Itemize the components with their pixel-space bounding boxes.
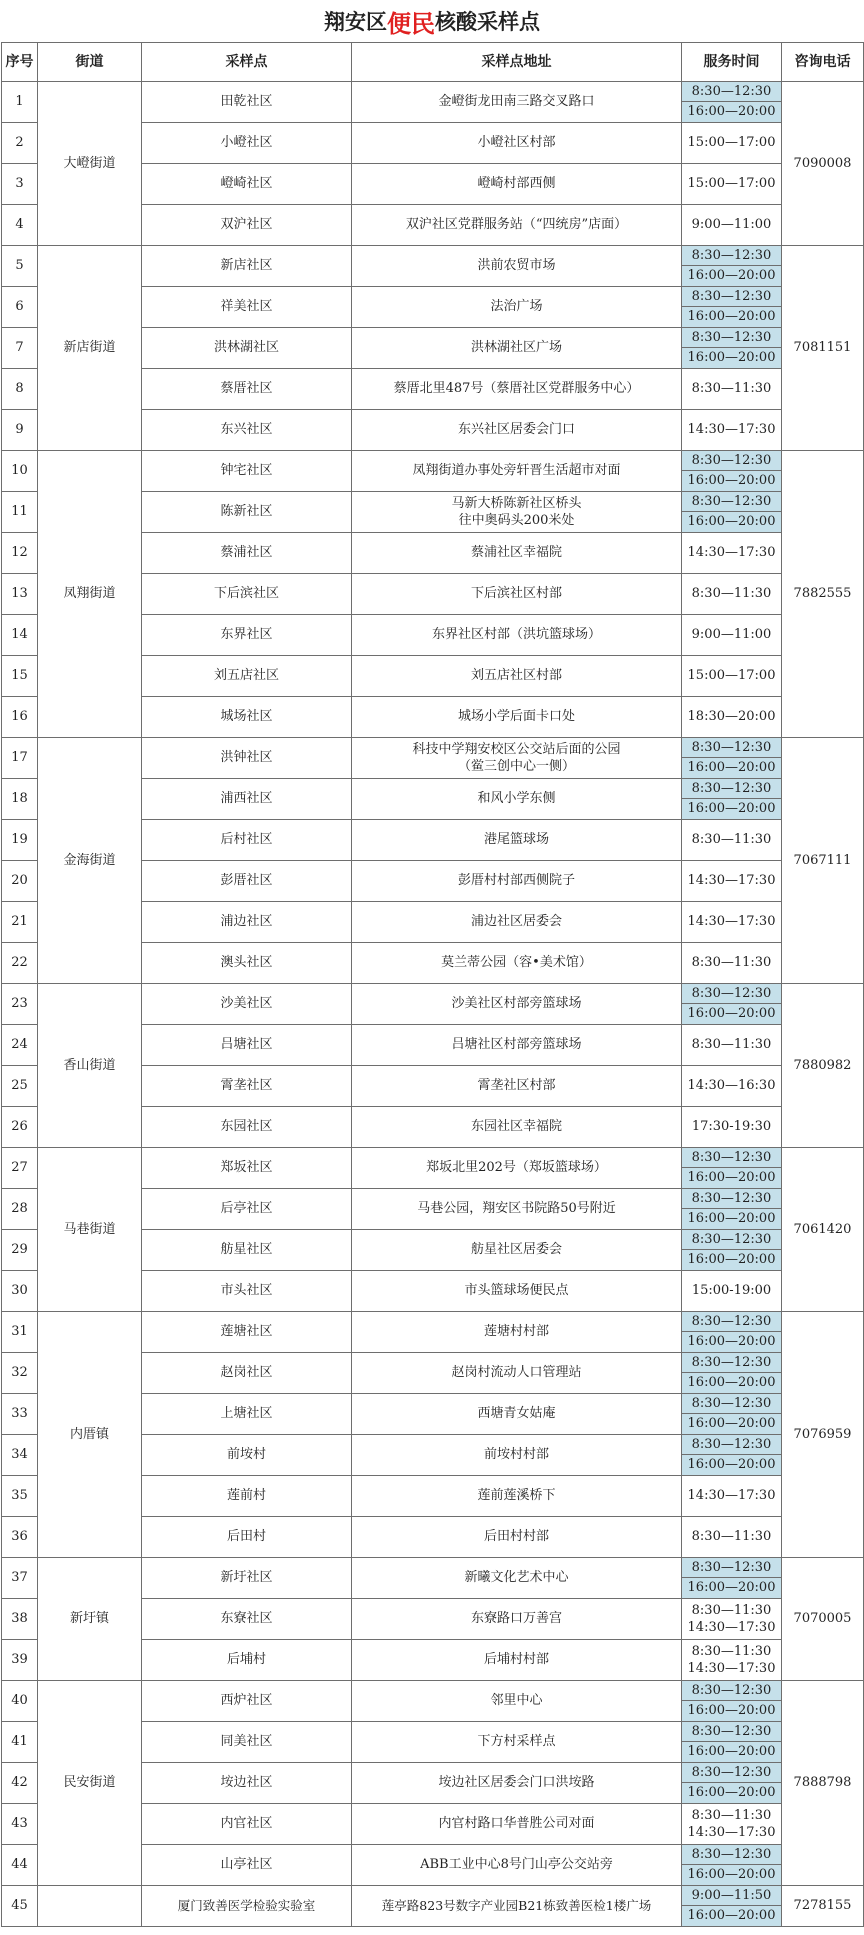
header-time: 服务时间 xyxy=(682,43,782,82)
row-number: 40 xyxy=(2,1681,38,1722)
site-name: 蔡浦社区 xyxy=(142,533,352,574)
service-time: 8:30—11:30 xyxy=(682,943,782,984)
service-time-line: 16:00—20:00 xyxy=(687,309,776,324)
service-time-line: 8:30—12:30 xyxy=(682,1189,781,1209)
service-time-line: 16:00—20:00 xyxy=(687,1334,776,1349)
service-time: 9:00—11:00 xyxy=(682,205,782,246)
title-suffix: 核酸采样点 xyxy=(435,9,540,34)
service-time-line: 8:30—12:30 xyxy=(682,492,781,512)
service-time-line: 16:00—20:00 xyxy=(687,801,776,816)
service-time xyxy=(682,1845,782,1886)
street-name xyxy=(38,1886,142,1927)
service-time-line: 16:00—20:00 xyxy=(687,1744,776,1759)
row-number: 25 xyxy=(2,1066,38,1107)
row-number: 28 xyxy=(2,1189,38,1230)
service-time xyxy=(682,1681,782,1722)
table-row xyxy=(2,738,864,779)
header-address: 采样点地址 xyxy=(352,43,682,82)
street-name: 金海街道 xyxy=(38,738,142,984)
service-time-line: 8:30—12:30 xyxy=(682,1230,781,1250)
site-name: 陈新社区 xyxy=(142,492,352,533)
site-address: 下后滨社区村部 xyxy=(352,574,682,615)
row-number: 41 xyxy=(2,1722,38,1763)
site-address: 新曦文化艺术中心 xyxy=(352,1558,682,1599)
service-time xyxy=(682,1230,782,1271)
service-time xyxy=(682,1804,782,1845)
service-time-line: 14:30—17:30 xyxy=(687,1661,776,1676)
site-name: 下后滨社区 xyxy=(142,574,352,615)
table-row xyxy=(2,1681,864,1722)
service-time-line: 8:30—12:30 xyxy=(682,1148,781,1168)
consult-phone: 7076959 xyxy=(782,1312,864,1558)
service-time-line: 8:30—11:30 xyxy=(691,1644,772,1659)
site-name: 舫星社区 xyxy=(142,1230,352,1271)
service-time: 14:30—17:30 xyxy=(682,410,782,451)
site-address: 垵边社区居委会门口洪垵路 xyxy=(352,1763,682,1804)
row-number: 43 xyxy=(2,1804,38,1845)
table-row xyxy=(2,246,864,287)
site-address: 嶝崎村部西侧 xyxy=(352,164,682,205)
row-number: 32 xyxy=(2,1353,38,1394)
service-time-line: 8:30—12:30 xyxy=(682,1394,781,1414)
service-time-line: 14:30—17:30 xyxy=(687,1825,776,1840)
service-time: 17:30-19:30 xyxy=(682,1107,782,1148)
site-name: 城场社区 xyxy=(142,697,352,738)
service-time-line: 8:30—12:30 xyxy=(682,451,781,471)
service-time-line: 16:00—20:00 xyxy=(687,1703,776,1718)
site-name: 嶝崎社区 xyxy=(142,164,352,205)
service-time-line: 16:00—20:00 xyxy=(687,1006,776,1021)
site-address: 蔡浦社区幸福院 xyxy=(352,533,682,574)
street-name: 民安街道 xyxy=(38,1681,142,1886)
service-time-line: 8:30—12:30 xyxy=(682,1312,781,1332)
site-name: 东界社区 xyxy=(142,615,352,656)
row-number: 18 xyxy=(2,779,38,820)
service-time-line: 8:30—12:30 xyxy=(682,1681,781,1701)
row-number: 6 xyxy=(2,287,38,328)
site-name: 田乾社区 xyxy=(142,82,352,123)
table-row xyxy=(2,451,864,492)
site-name: 新店社区 xyxy=(142,246,352,287)
table-header-row xyxy=(2,43,864,82)
site-address: 下方村采样点 xyxy=(352,1722,682,1763)
table-row xyxy=(2,1886,864,1927)
service-time: 15:00—17:00 xyxy=(682,123,782,164)
site-name: 沙美社区 xyxy=(142,984,352,1025)
site-address: 蔡厝北里487号（蔡厝社区党群服务中心） xyxy=(352,369,682,410)
consult-phone: 7888798 xyxy=(782,1681,864,1886)
site-address: 后埔村村部 xyxy=(352,1640,682,1681)
consult-phone: 7061420 xyxy=(782,1148,864,1312)
service-time: 14:30—17:30 xyxy=(682,902,782,943)
site-address: 莲前莲溪桥下 xyxy=(352,1476,682,1517)
title-prefix: 翔安区 xyxy=(324,9,387,34)
row-number: 19 xyxy=(2,820,38,861)
site-address: 莲塘村村部 xyxy=(352,1312,682,1353)
service-time: 8:30—11:30 xyxy=(682,1517,782,1558)
consult-phone: 7090008 xyxy=(782,82,864,246)
site-name: 市头社区 xyxy=(142,1271,352,1312)
site-address: 后田村村部 xyxy=(352,1517,682,1558)
site-address-line: 往中奥码头200米处 xyxy=(458,513,575,528)
service-time: 14:30—17:30 xyxy=(682,533,782,574)
row-number: 42 xyxy=(2,1763,38,1804)
row-number: 44 xyxy=(2,1845,38,1886)
service-time-line: 16:00—20:00 xyxy=(687,268,776,283)
table-row xyxy=(2,1148,864,1189)
service-time-line: 16:00—20:00 xyxy=(687,1252,776,1267)
service-time: 18:30—20:00 xyxy=(682,697,782,738)
site-address: 和风小学东侧 xyxy=(352,779,682,820)
site-address: 莫兰蒂公园（容•美术馆） xyxy=(352,943,682,984)
row-number: 34 xyxy=(2,1435,38,1476)
site-name: 吕塘社区 xyxy=(142,1025,352,1066)
service-time-line: 8:30—12:30 xyxy=(682,246,781,266)
service-time xyxy=(682,492,782,533)
service-time xyxy=(682,287,782,328)
site-address: 沙美社区村部旁篮球场 xyxy=(352,984,682,1025)
site-name: 洪林湖社区 xyxy=(142,328,352,369)
site-name: 浦西社区 xyxy=(142,779,352,820)
site-address: 郑坂北里202号（郑坂篮球场） xyxy=(352,1148,682,1189)
table-row xyxy=(2,984,864,1025)
site-address: 洪林湖社区广场 xyxy=(352,328,682,369)
service-time xyxy=(682,246,782,287)
site-name: 山亭社区 xyxy=(142,1845,352,1886)
site-address: 浦边社区居委会 xyxy=(352,902,682,943)
service-time: 8:30—11:30 xyxy=(682,574,782,615)
service-time xyxy=(682,1148,782,1189)
service-time-line: 8:30—12:30 xyxy=(682,1722,781,1742)
page-title xyxy=(0,0,864,42)
service-time-line: 16:00—20:00 xyxy=(687,1457,776,1472)
site-name: 东园社区 xyxy=(142,1107,352,1148)
row-number: 15 xyxy=(2,656,38,697)
site-address: 莲亭路823号数字产业园B21栋致善医检1楼广场 xyxy=(352,1886,682,1927)
header-street: 街道 xyxy=(38,43,142,82)
site-name: 刘五店社区 xyxy=(142,656,352,697)
site-name: 东兴社区 xyxy=(142,410,352,451)
site-address: 刘五店社区村部 xyxy=(352,656,682,697)
service-time-line: 16:00—20:00 xyxy=(687,1170,776,1185)
service-time: 15:00—17:00 xyxy=(682,656,782,697)
service-time xyxy=(682,984,782,1025)
site-address: 内官村路口华普胜公司对面 xyxy=(352,1804,682,1845)
row-number: 4 xyxy=(2,205,38,246)
site-address: 东园社区幸福院 xyxy=(352,1107,682,1148)
row-number: 12 xyxy=(2,533,38,574)
site-address: 城场小学后面卡口处 xyxy=(352,697,682,738)
header-no: 序号 xyxy=(2,43,38,82)
row-number: 23 xyxy=(2,984,38,1025)
service-time-line: 16:00—20:00 xyxy=(687,1416,776,1431)
street-name: 大嶝街道 xyxy=(38,82,142,246)
site-address: 东寮路口万善宫 xyxy=(352,1599,682,1640)
site-name: 上塘社区 xyxy=(142,1394,352,1435)
row-number: 13 xyxy=(2,574,38,615)
service-time: 14:30—16:30 xyxy=(682,1066,782,1107)
site-name: 赵岗社区 xyxy=(142,1353,352,1394)
site-name: 霄垄社区 xyxy=(142,1066,352,1107)
site-address: 东界社区村部（洪坑篮球场） xyxy=(352,615,682,656)
service-time xyxy=(682,779,782,820)
service-time-line: 8:30—12:30 xyxy=(682,738,781,758)
table-body xyxy=(2,82,864,1927)
site-name: 洪钟社区 xyxy=(142,738,352,779)
row-number: 1 xyxy=(2,82,38,123)
site-address: 马巷公园，翔安区书院路50号附近 xyxy=(352,1189,682,1230)
service-time xyxy=(682,1886,782,1927)
title-highlight: 便民 xyxy=(387,8,435,38)
service-time-line: 8:30—12:30 xyxy=(682,1558,781,1578)
site-name: 后埔村 xyxy=(142,1640,352,1681)
service-time xyxy=(682,1722,782,1763)
site-name: 前垵村 xyxy=(142,1435,352,1476)
row-number: 5 xyxy=(2,246,38,287)
row-number: 21 xyxy=(2,902,38,943)
site-address: 吕塘社区村部旁篮球场 xyxy=(352,1025,682,1066)
row-number: 11 xyxy=(2,492,38,533)
row-number: 31 xyxy=(2,1312,38,1353)
service-time-line: 14:30—17:30 xyxy=(687,1620,776,1635)
site-address: 凤翔街道办事处旁轩晋生活超市对面 xyxy=(352,451,682,492)
service-time: 8:30—11:30 xyxy=(682,369,782,410)
service-time xyxy=(682,738,782,779)
row-number: 20 xyxy=(2,861,38,902)
site-address-line: 科技中学翔安校区公交站后面的公园 xyxy=(412,742,621,757)
row-number: 33 xyxy=(2,1394,38,1435)
service-time xyxy=(682,1640,782,1681)
site-name: 钟宅社区 xyxy=(142,451,352,492)
consult-phone: 7070005 xyxy=(782,1558,864,1681)
service-time xyxy=(682,451,782,492)
row-number: 14 xyxy=(2,615,38,656)
service-time xyxy=(682,82,782,123)
site-address: 市头篮球场便民点 xyxy=(352,1271,682,1312)
service-time-line: 8:30—12:30 xyxy=(682,984,781,1004)
site-name: 双沪社区 xyxy=(142,205,352,246)
site-name: 新圩社区 xyxy=(142,1558,352,1599)
site-name: 垵边社区 xyxy=(142,1763,352,1804)
site-address: ABB工业中心8号门山亭公交站旁 xyxy=(352,1845,682,1886)
site-address: 彭厝村村部西侧院子 xyxy=(352,861,682,902)
service-time xyxy=(682,1189,782,1230)
service-time xyxy=(682,1558,782,1599)
consult-phone: 7880982 xyxy=(782,984,864,1148)
site-name: 祥美社区 xyxy=(142,287,352,328)
service-time-line: 16:00—20:00 xyxy=(687,760,776,775)
site-address-line: 马新大桥陈新社区桥头 xyxy=(451,496,582,511)
row-number: 10 xyxy=(2,451,38,492)
service-time xyxy=(682,1353,782,1394)
site-name: 莲前村 xyxy=(142,1476,352,1517)
site-address: 洪前农贸市场 xyxy=(352,246,682,287)
service-time: 9:00—11:00 xyxy=(682,615,782,656)
site-address: 小嶝社区村部 xyxy=(352,123,682,164)
row-number: 22 xyxy=(2,943,38,984)
service-time: 15:00—17:00 xyxy=(682,164,782,205)
service-time-line: 8:30—11:30 xyxy=(691,1603,772,1618)
street-name: 凤翔街道 xyxy=(38,451,142,738)
service-time-line: 8:30—12:30 xyxy=(682,1763,781,1783)
site-address: 西塘青女姑庵 xyxy=(352,1394,682,1435)
site-address-line: （鲎三创中心一侧） xyxy=(457,759,575,774)
service-time-line: 8:30—12:30 xyxy=(682,287,781,307)
service-time-line: 8:30—12:30 xyxy=(682,779,781,799)
site-address: 双沪社区党群服务站（“四统房”店面） xyxy=(352,205,682,246)
row-number: 39 xyxy=(2,1640,38,1681)
site-address: 金嶝街龙田南三路交叉路口 xyxy=(352,82,682,123)
site-name: 蔡厝社区 xyxy=(142,369,352,410)
sampling-table xyxy=(1,42,864,1927)
street-name: 新圩镇 xyxy=(38,1558,142,1681)
site-address: 东兴社区居委会门口 xyxy=(352,410,682,451)
consult-phone: 7081151 xyxy=(782,246,864,451)
row-number: 37 xyxy=(2,1558,38,1599)
service-time-line: 16:00—20:00 xyxy=(687,1785,776,1800)
street-name: 内厝镇 xyxy=(38,1312,142,1558)
consult-phone: 7278155 xyxy=(782,1886,864,1927)
site-address xyxy=(352,738,682,779)
service-time xyxy=(682,1599,782,1640)
row-number: 38 xyxy=(2,1599,38,1640)
row-number: 26 xyxy=(2,1107,38,1148)
service-time-line: 8:30—12:30 xyxy=(682,1353,781,1373)
street-name: 马巷街道 xyxy=(38,1148,142,1312)
row-number: 30 xyxy=(2,1271,38,1312)
row-number: 29 xyxy=(2,1230,38,1271)
service-time-line: 16:00—20:00 xyxy=(687,1375,776,1390)
table-row xyxy=(2,1312,864,1353)
row-number: 45 xyxy=(2,1886,38,1927)
site-name: 内官社区 xyxy=(142,1804,352,1845)
row-number: 2 xyxy=(2,123,38,164)
service-time-line: 16:00—20:00 xyxy=(687,104,776,119)
site-address: 法治广场 xyxy=(352,287,682,328)
site-name: 莲塘社区 xyxy=(142,1312,352,1353)
row-number: 24 xyxy=(2,1025,38,1066)
service-time-line: 16:00—20:00 xyxy=(687,350,776,365)
site-name: 浦边社区 xyxy=(142,902,352,943)
site-name: 郑坂社区 xyxy=(142,1148,352,1189)
site-name: 西炉社区 xyxy=(142,1681,352,1722)
header-phone: 咨询电话 xyxy=(782,43,864,82)
header-site: 采样点 xyxy=(142,43,352,82)
service-time xyxy=(682,1312,782,1353)
service-time-line: 8:30—12:30 xyxy=(682,82,781,102)
service-time: 15:00-19:00 xyxy=(682,1271,782,1312)
row-number: 17 xyxy=(2,738,38,779)
service-time-line: 16:00—20:00 xyxy=(687,1908,776,1923)
service-time xyxy=(682,1763,782,1804)
service-time-line: 8:30—12:30 xyxy=(682,328,781,348)
service-time-line: 8:30—12:30 xyxy=(682,1845,781,1865)
site-address: 港尾篮球场 xyxy=(352,820,682,861)
row-number: 3 xyxy=(2,164,38,205)
table-row xyxy=(2,1558,864,1599)
site-name: 后亭社区 xyxy=(142,1189,352,1230)
consult-phone: 7067111 xyxy=(782,738,864,984)
row-number: 36 xyxy=(2,1517,38,1558)
service-time-line: 8:30—11:30 xyxy=(691,1808,772,1823)
service-time-line: 16:00—20:00 xyxy=(687,473,776,488)
table-row xyxy=(2,82,864,123)
street-name: 新店街道 xyxy=(38,246,142,451)
service-time-line: 9:00—11:50 xyxy=(682,1886,781,1906)
service-time-line: 8:30—12:30 xyxy=(682,1435,781,1455)
row-number: 7 xyxy=(2,328,38,369)
row-number: 9 xyxy=(2,410,38,451)
site-address: 舫星社区居委会 xyxy=(352,1230,682,1271)
row-number: 27 xyxy=(2,1148,38,1189)
consult-phone: 7882555 xyxy=(782,451,864,738)
site-name: 东寮社区 xyxy=(142,1599,352,1640)
site-address: 霄垄社区村部 xyxy=(352,1066,682,1107)
service-time-line: 16:00—20:00 xyxy=(687,514,776,529)
street-name: 香山街道 xyxy=(38,984,142,1148)
row-number: 8 xyxy=(2,369,38,410)
site-name: 同美社区 xyxy=(142,1722,352,1763)
row-number: 35 xyxy=(2,1476,38,1517)
site-name: 彭厝社区 xyxy=(142,861,352,902)
site-name: 小嶝社区 xyxy=(142,123,352,164)
site-address xyxy=(352,492,682,533)
site-address: 赵岗村流动人口管理站 xyxy=(352,1353,682,1394)
service-time: 14:30—17:30 xyxy=(682,1476,782,1517)
site-name: 厦门致善医学检验实验室 xyxy=(142,1886,352,1927)
site-name: 后田村 xyxy=(142,1517,352,1558)
site-address: 前垵村村部 xyxy=(352,1435,682,1476)
service-time: 8:30—11:30 xyxy=(682,1025,782,1066)
service-time xyxy=(682,328,782,369)
site-name: 后村社区 xyxy=(142,820,352,861)
service-time-line: 16:00—20:00 xyxy=(687,1211,776,1226)
service-time xyxy=(682,1435,782,1476)
service-time: 8:30—11:30 xyxy=(682,820,782,861)
site-name: 澳头社区 xyxy=(142,943,352,984)
site-address: 邻里中心 xyxy=(352,1681,682,1722)
service-time-line: 16:00—20:00 xyxy=(687,1580,776,1595)
service-time xyxy=(682,1394,782,1435)
service-time-line: 16:00—20:00 xyxy=(687,1867,776,1882)
service-time: 14:30—17:30 xyxy=(682,861,782,902)
row-number: 16 xyxy=(2,697,38,738)
